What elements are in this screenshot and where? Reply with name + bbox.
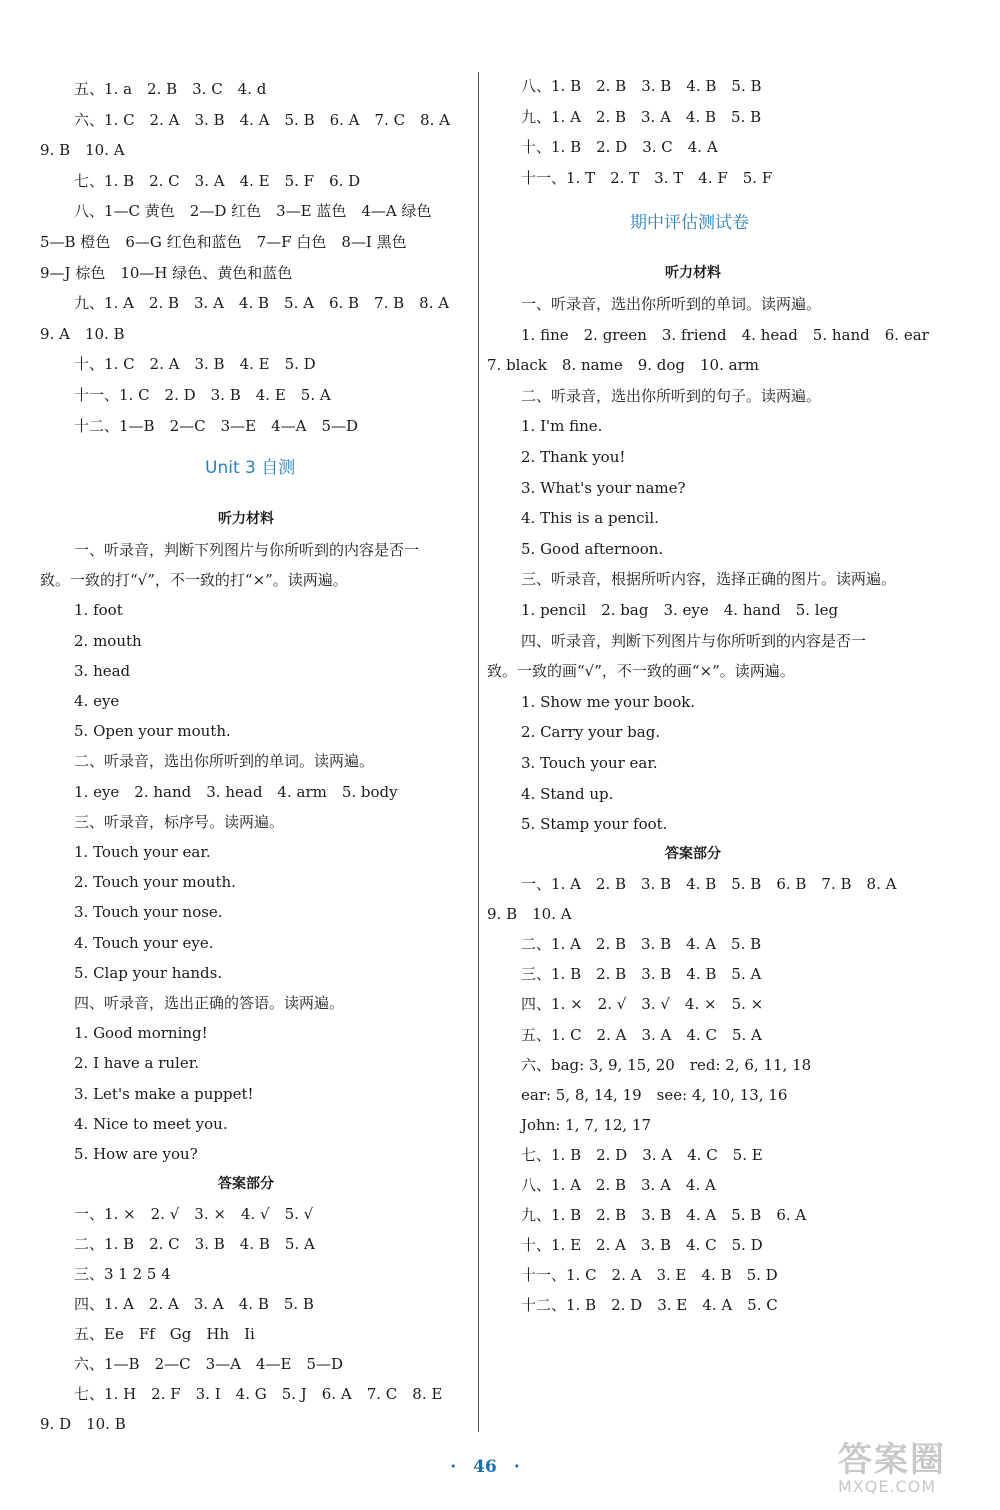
text-line: 1. Touch your ear. bbox=[74, 843, 211, 861]
text-line: 3. Let's make a puppet! bbox=[74, 1084, 254, 1103]
text-line: 1. foot bbox=[74, 601, 123, 620]
text-line: 十一、1. T 2. T 3. T 4. F 5. F bbox=[521, 168, 773, 187]
text-line: 1. Good morning! bbox=[74, 1024, 208, 1043]
text-line: 九、1. A 2. B 3. A 4. B 5. B bbox=[521, 107, 762, 126]
text-line: 十一、1. C 2. A 3. E 4. B 5. D bbox=[521, 1266, 778, 1285]
text-line: 2. mouth bbox=[74, 631, 142, 650]
text-line: 三、听录音，根据所听内容，选择正确的图片。读两遍。 bbox=[521, 570, 897, 589]
text-line: 二、听录音，选出你所听到的单词。读两遍。 bbox=[74, 752, 375, 771]
text-line: 5. Open your mouth. bbox=[74, 722, 231, 741]
text-line: 八、1. A 2. B 3. A 4. A bbox=[521, 1176, 716, 1194]
text-line: 1. I'm fine. bbox=[521, 417, 603, 436]
text-line: 十二、1—B 2—C 3—E 4—A 5—D bbox=[74, 416, 359, 435]
text-line: 十、1. C 2. A 3. B 4. E 5. D bbox=[74, 355, 316, 374]
text-line: 六、1—B 2—C 3—A 4—E 5—D bbox=[74, 1355, 344, 1373]
text-line: 3. Touch your ear. bbox=[521, 754, 658, 772]
text-line: 1. eye 2. hand 3. head 4. arm 5. body bbox=[74, 782, 398, 801]
text-line: 5. Good afternoon. bbox=[521, 539, 664, 558]
text-line: 五、Ee Ff Gg Hh Ii bbox=[74, 1325, 255, 1343]
watermark-url: MXQE.COM bbox=[838, 1477, 937, 1496]
text-line: 八、1—C 黄色 2—D 红色 3—E 蓝色 4—A 绿色 bbox=[74, 202, 432, 221]
text-line: 六、1. C 2. A 3. B 4. A 5. B 6. A 7. C 8. A bbox=[74, 110, 450, 129]
text-line: 5. Stamp your foot. bbox=[521, 815, 668, 834]
text-line: 九、1. B 2. B 3. B 4. A 5. B 6. A bbox=[521, 1206, 807, 1225]
left-listening-title: 听力材料 bbox=[218, 511, 274, 527]
text-line: 2. Touch your mouth. bbox=[74, 873, 236, 892]
unit-3-title: Unit 3 自测 bbox=[205, 458, 296, 478]
text-line: 9—J 棕色 10—H 绿色、黄色和蓝色 bbox=[40, 263, 293, 282]
text-line: 五、1. C 2. A 3. A 4. C 5. A bbox=[521, 1025, 762, 1044]
text-line: 9. B 10. A bbox=[40, 141, 125, 160]
text-line: 4. Touch your eye. bbox=[74, 933, 214, 952]
text-line: 3. head bbox=[74, 661, 131, 680]
text-line: 五、1. a 2. B 3. C 4. d bbox=[74, 80, 267, 98]
text-line: 一、听录音，判断下列图片与你所听到的内容是否一 bbox=[74, 541, 420, 559]
text-line: 7. black 8. name 9. dog 10. arm bbox=[487, 356, 759, 375]
text-line: 三、1. B 2. B 3. B 4. B 5. A bbox=[521, 965, 762, 984]
right-listening-title: 听力材料 bbox=[665, 265, 721, 281]
text-line: 2. Thank you! bbox=[521, 448, 626, 466]
text-line: 十、1. B 2. D 3. C 4. A bbox=[521, 138, 718, 156]
text-line: 1. fine 2. green 3. friend 4. head 5. hand 6. ear bbox=[521, 325, 929, 344]
left-answers-title: 答案部分 bbox=[218, 1176, 274, 1192]
text-line: 二、1. B 2. C 3. B 4. B 5. A bbox=[74, 1235, 315, 1253]
text-line: 三、听录音，标序号。读两遍。 bbox=[74, 812, 285, 831]
column-divider bbox=[478, 72, 479, 1432]
text-line: 9. A 10. B bbox=[40, 324, 125, 343]
text-line: 9. B 10. A bbox=[487, 905, 572, 924]
text-line: 4. eye bbox=[74, 692, 120, 710]
text-line: 一、1. A 2. B 3. B 4. B 5. B 6. B 7. B 8. A bbox=[521, 875, 897, 893]
text-line: John: 1, 7, 12, 17 bbox=[521, 1115, 652, 1134]
text-line: 七、1. B 2. D 3. A 4. C 5. E bbox=[521, 1145, 763, 1164]
text-line: 四、听录音，判断下列图片与你所听到的内容是否一 bbox=[521, 631, 867, 650]
text-line: 九、1. A 2. B 3. A 4. B 5. A 6. B 7. B 8. A bbox=[74, 294, 450, 313]
text-line: 5. Clap your hands. bbox=[74, 963, 223, 982]
text-line: 十二、1. B 2. D 3. E 4. A 5. C bbox=[521, 1296, 778, 1315]
watermark-text: 答案圈 bbox=[838, 1440, 946, 1480]
text-line: 七、1. H 2. F 3. I 4. G 5. J 6. A 7. C 8. E bbox=[74, 1385, 443, 1403]
right-answers-title: 答案部分 bbox=[665, 846, 721, 862]
text-line: 二、1. A 2. B 3. B 4. A 5. B bbox=[521, 935, 762, 954]
midterm-exam-title: 期中评估测试卷 bbox=[630, 213, 749, 233]
text-line: 2. Carry your bag. bbox=[521, 723, 661, 742]
text-line: 3. What's your name? bbox=[521, 478, 686, 497]
text-line: 六、bag: 3, 9, 15, 20 red: 2, 6, 11, 18 bbox=[521, 1055, 812, 1074]
text-line: 3. Touch your nose. bbox=[74, 903, 223, 922]
text-line: 致。一致的画“√”，不一致的画“×”。读两遍。 bbox=[487, 662, 795, 681]
text-line: 4. Stand up. bbox=[521, 784, 614, 803]
text-line: 1. pencil 2. bag 3. eye 4. hand 5. leg bbox=[521, 601, 839, 619]
page-number: · 46 · bbox=[450, 1457, 520, 1477]
text-line: 1. Show me your book. bbox=[521, 692, 696, 711]
text-line: 四、听录音，选出正确的答语。读两遍。 bbox=[74, 994, 345, 1012]
text-line: 十、1. E 2. A 3. B 4. C 5. D bbox=[521, 1236, 763, 1255]
watermark-logo bbox=[838, 1432, 988, 1502]
text-line: 9. D 10. B bbox=[40, 1415, 126, 1433]
text-line: 5. How are you? bbox=[74, 1145, 198, 1163]
text-line: 四、1. × 2. √ 3. √ 4. × 5. × bbox=[521, 995, 764, 1014]
text-line: 致。一致的打“√”，不一致的打“×”。读两遍。 bbox=[40, 571, 348, 590]
text-line: 八、1. B 2. B 3. B 4. B 5. B bbox=[521, 77, 762, 95]
text-line: 一、1. × 2. √ 3. × 4. √ 5. √ bbox=[74, 1205, 314, 1223]
text-line: 一、听录音，选出你所听到的单词。读两遍。 bbox=[521, 295, 822, 313]
text-line: 七、1. B 2. C 3. A 4. E 5. F 6. D bbox=[74, 171, 361, 190]
text-line: 2. I have a ruler. bbox=[74, 1054, 200, 1073]
text-line: 5—B 橙色 6—G 红色和蓝色 7—F 白色 8—I 黑色 bbox=[40, 233, 407, 251]
text-line: 十一、1. C 2. D 3. B 4. E 5. A bbox=[74, 386, 331, 404]
text-line: ear: 5, 8, 14, 19 see: 4, 10, 13, 16 bbox=[521, 1085, 788, 1104]
text-line: 三、3 1 2 5 4 bbox=[74, 1265, 171, 1283]
text-line: 二、听录音，选出你所听到的句子。读两遍。 bbox=[521, 386, 822, 405]
text-line: 四、1. A 2. A 3. A 4. B 5. B bbox=[74, 1295, 314, 1313]
text-line: 4. This is a pencil. bbox=[521, 509, 659, 528]
text-line: 4. Nice to meet you. bbox=[74, 1114, 228, 1133]
